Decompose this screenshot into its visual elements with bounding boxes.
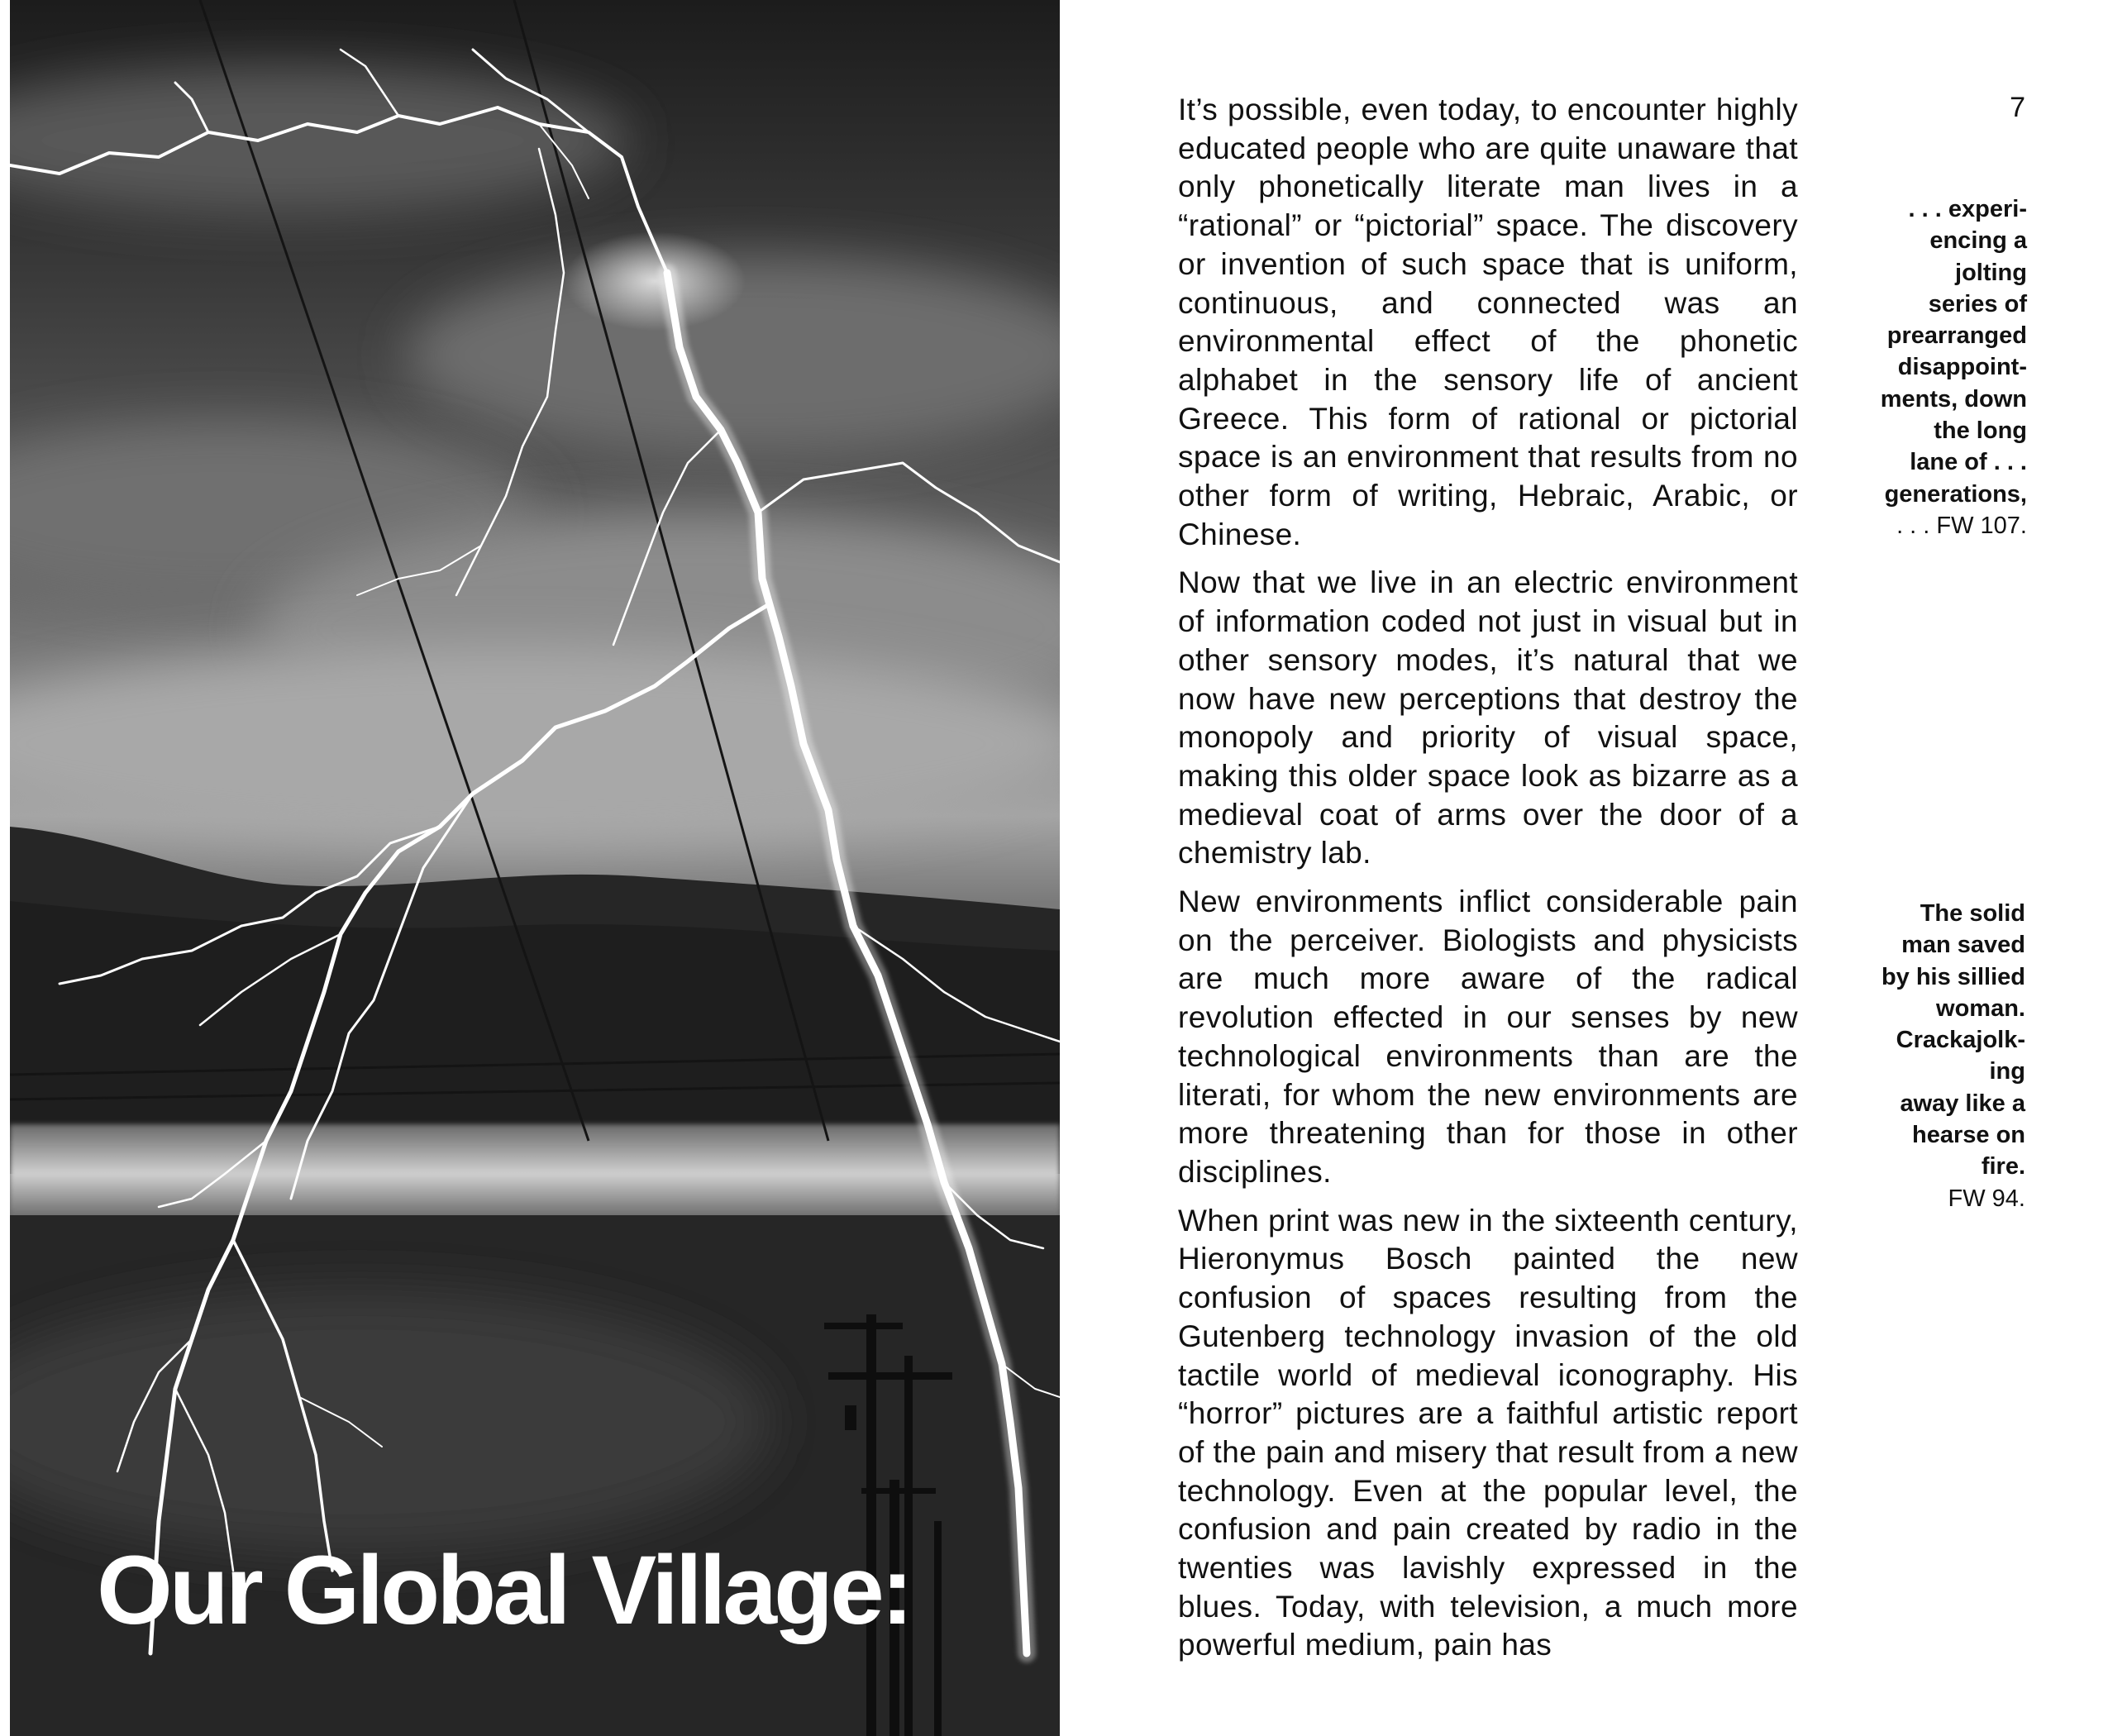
margin-note bbox=[1810, 898, 2025, 1214]
body-text-column bbox=[1178, 91, 1798, 1675]
margin-note-citation: . . . FW 107. bbox=[1896, 512, 2027, 539]
spread-title: Our Global Village: bbox=[97, 1536, 911, 1645]
page-number: 7 bbox=[2010, 92, 2025, 123]
body-paragraph: Now that we live in an electric environment of information coded not just in visual but in other sensory modes, it’s natural that we now have new perceptions that destroy the monopoly and priority of visual space, making this older space look as bizarre as a medieval coat of arms over the door of a chemistry lab. bbox=[1178, 565, 1798, 870]
body-paragraph: New environments inflict considerable pain on the perceiver. Biologists and physicists are much more aware of the radical revolution effected in our senses by new technological environments than are the literati, for whom the new environments are more threatening than for those in other disciplines. bbox=[1178, 885, 1798, 1189]
lightning-photo bbox=[10, 0, 1060, 1736]
lightning-photo-image bbox=[10, 0, 1060, 1736]
margin-note-quote: . . . experi- encing a jolting series of prearranged disappoint- ments, down the long lane of . . . generations, bbox=[1880, 196, 2027, 508]
body-paragraph: It’s possible, even today, to encounter highly educated people who are quite unaware that only phonetically literate man lives in a “rational” or “pictorial” space. The discovery or invention of such space that is uniform, continuous, and connected was an environmental effect of the phonetic alphabet in the sensory life of ancient Greece. This form of rational or pictorial space is an environment that results from no other form of writing, Hebraic, Arabic, or Chinese. bbox=[1178, 93, 1798, 551]
margin-note-quote: The solid man saved by his sillied woman. Crackajolk- ing away like a hearse on fire. bbox=[1881, 900, 2025, 1180]
body-paragraph: When print was new in the sixteenth century, Hieronymus Bosch painted the new confusion of spaces resulting from the Gutenberg technology invasion of the old tactile world of medieval iconography. His “horror” pictures are a faithful artistic report of the pain and misery that result from a new technology. Even at the popular level, the confusion and pain created by radio in the twenties was lavishly expressed in the blues. Today, with television, a much more powerful medium, pain has bbox=[1178, 1203, 1798, 1662]
margin-note-citation: FW 94. bbox=[1948, 1185, 2025, 1212]
margin-note bbox=[1812, 193, 2027, 541]
